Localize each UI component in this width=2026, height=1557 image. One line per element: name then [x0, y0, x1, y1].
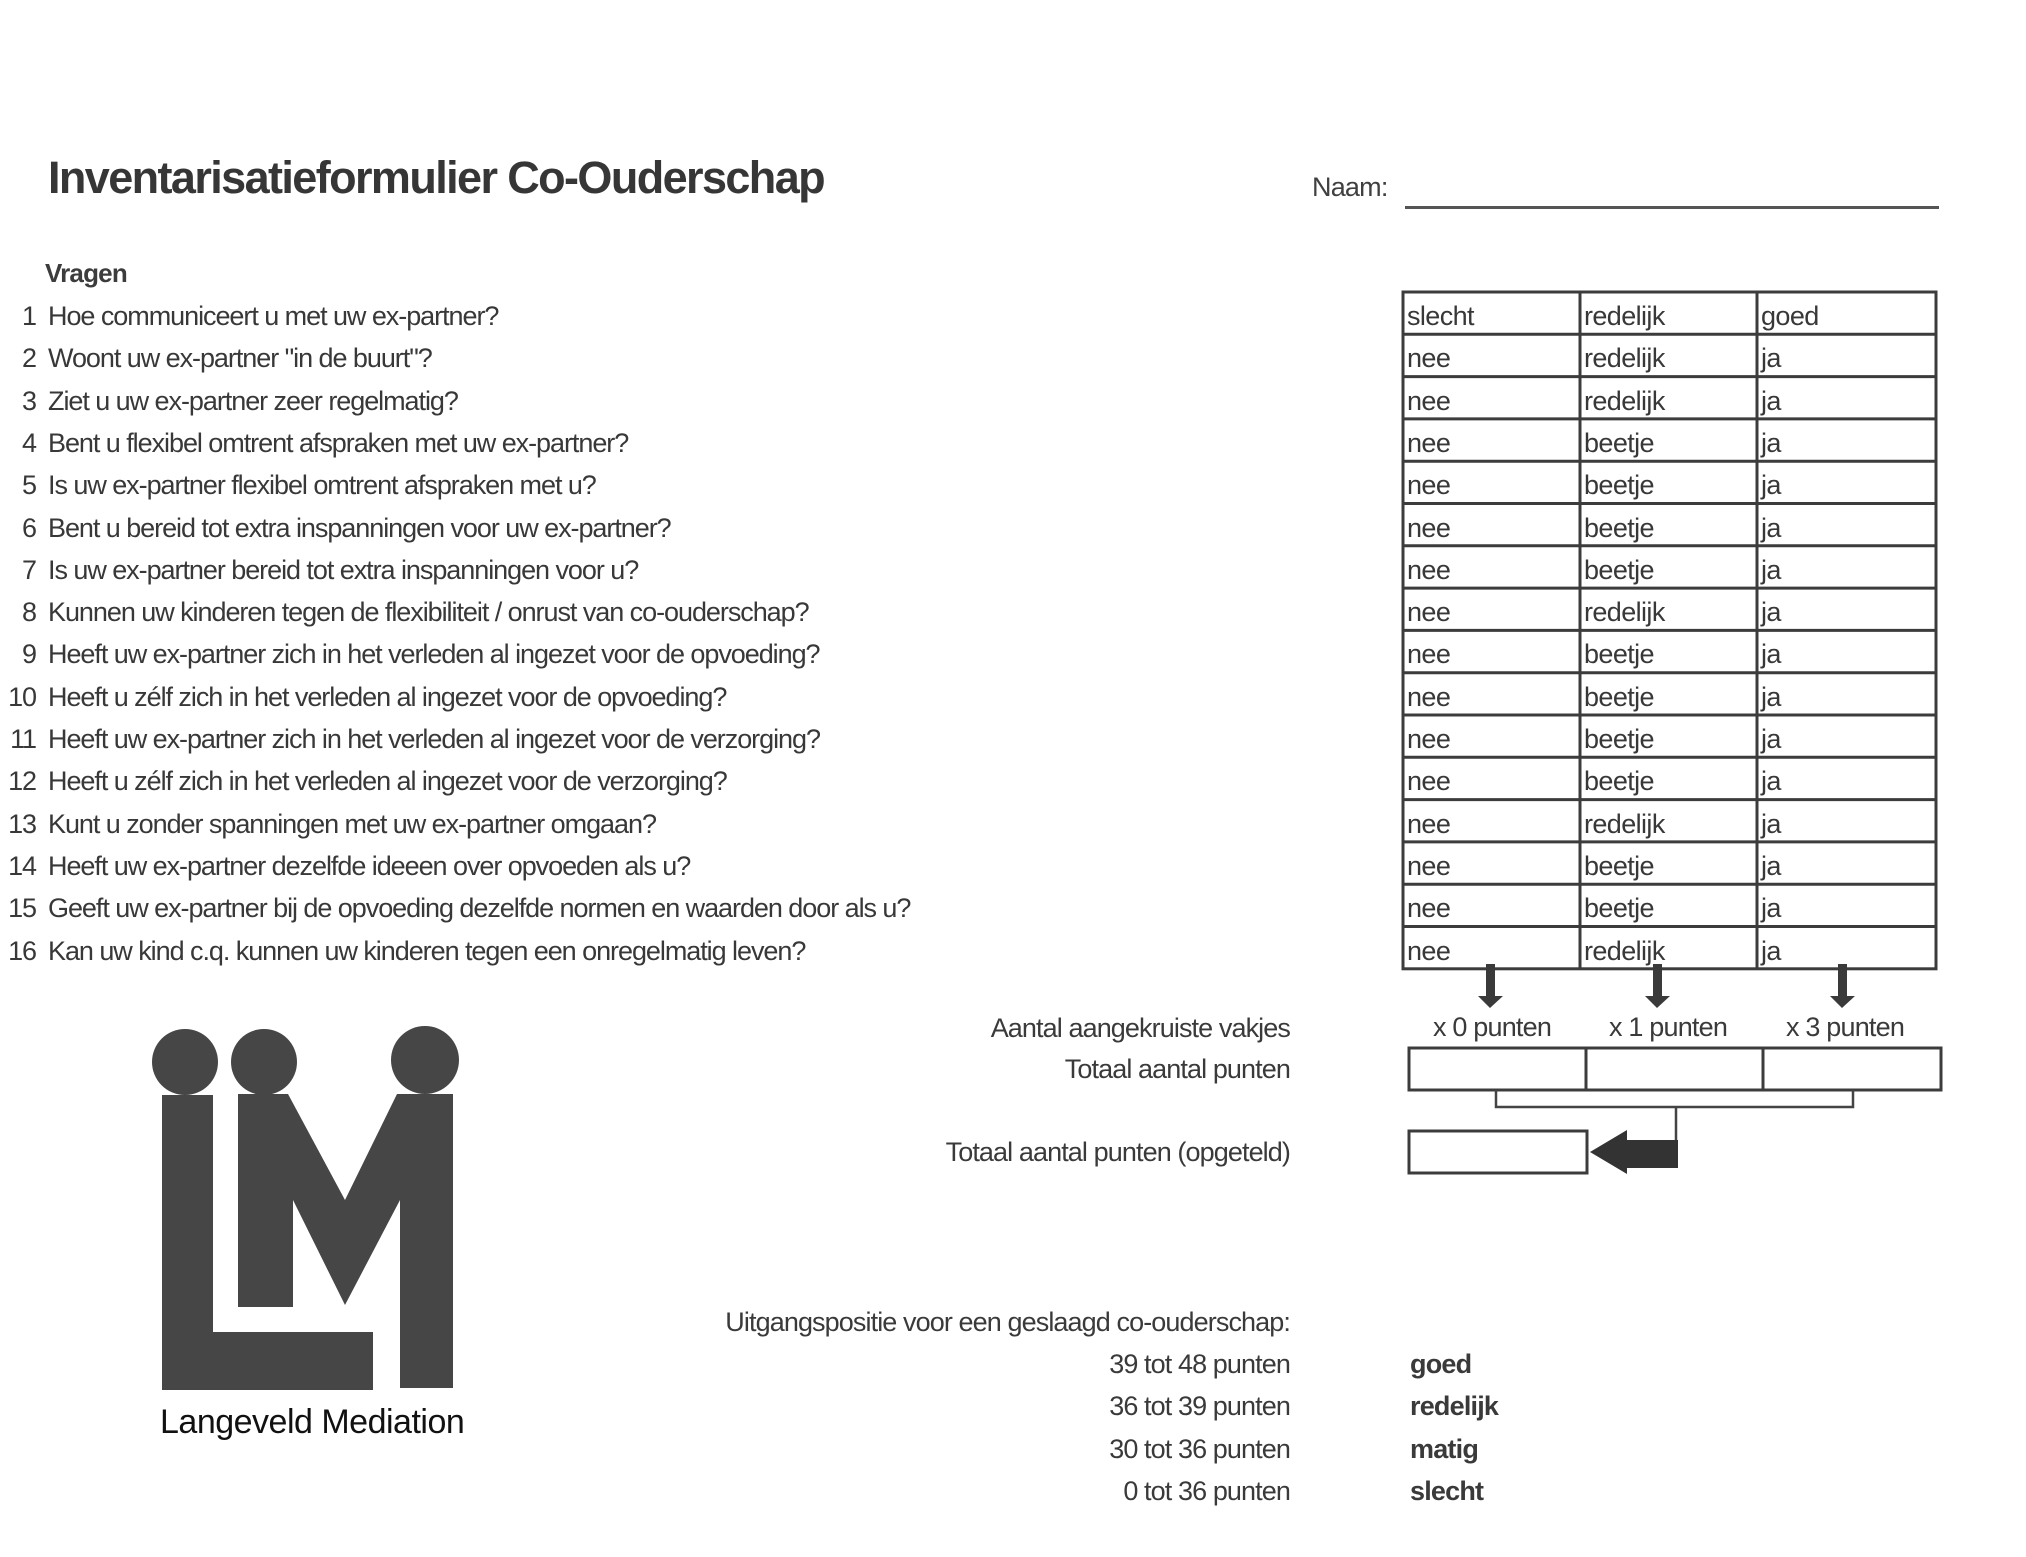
question-text: Hoe communiceert u met uw ex-partner?	[48, 301, 499, 331]
answer-cell[interactable]: beetje	[1584, 893, 1654, 924]
questions-heading: Vragen	[45, 258, 127, 288]
answer-cell[interactable]: ja	[1761, 512, 1781, 543]
question-number: 5	[22, 470, 36, 501]
question-text: Kan uw kind c.q. kunnen uw kinderen tegen een onregelmatig leven?	[48, 935, 806, 966]
answer-cell[interactable]: nee	[1407, 808, 1451, 839]
answer-cell[interactable]: redelijk	[1584, 343, 1665, 374]
answer-cell[interactable]: beetje	[1584, 681, 1654, 712]
question-number: 12	[8, 766, 36, 797]
question-number: 7	[22, 554, 36, 585]
answer-cell[interactable]: nee	[1407, 639, 1451, 670]
answer-cell[interactable]: nee	[1407, 850, 1451, 881]
answer-cell[interactable]: redelijk	[1584, 935, 1665, 966]
answer-cell[interactable]: beetje	[1584, 639, 1654, 670]
answer-cell[interactable]: beetje	[1584, 766, 1654, 797]
multiplier-3: x 3 punten	[1785, 1012, 1905, 1042]
multiplier-1: x 1 punten	[1608, 1012, 1728, 1042]
question-number: 11	[10, 724, 36, 754]
logo-head-3	[391, 1026, 459, 1094]
answer-cell[interactable]: ja	[1761, 681, 1781, 712]
question-text: Woont uw ex-partner "in de buurt"?	[48, 343, 432, 374]
answer-cell[interactable]: goed	[1761, 301, 1819, 331]
answer-cell[interactable]: beetje	[1584, 554, 1654, 585]
answer-cell[interactable]: redelijk	[1584, 385, 1665, 416]
answer-cell[interactable]: nee	[1407, 554, 1451, 585]
question-number: 8	[22, 597, 36, 628]
question-number: 3	[22, 385, 36, 416]
multiplier-0: x 0 punten	[1432, 1012, 1552, 1042]
answer-cell[interactable]: ja	[1761, 808, 1781, 839]
answer-cell[interactable]: ja	[1761, 343, 1781, 374]
outcome-rating: slecht	[1410, 1475, 1484, 1506]
question-text: Heeft u zélf zich in het verleden al ingezet voor de verzorging?	[48, 766, 727, 797]
outcome-rating: matig	[1410, 1433, 1479, 1464]
outcome-heading: Uitgangspositie voor een geslaagd co-ouderschap:	[725, 1307, 1290, 1337]
question-number: 9	[22, 639, 36, 670]
answer-cell[interactable]: ja	[1761, 935, 1781, 966]
left-arrow-icon	[1590, 1130, 1678, 1174]
question-number: 15	[8, 893, 36, 924]
answer-cell[interactable]: nee	[1407, 385, 1451, 416]
question-text: Is uw ex-partner bereid tot extra inspanningen voor u?	[48, 554, 639, 585]
question-text: Bent u flexibel omtrent afspraken met uw ex-partner?	[48, 427, 629, 458]
answer-cell[interactable]: nee	[1407, 893, 1451, 924]
logo-head-2	[231, 1029, 297, 1095]
answer-cell[interactable]: slecht	[1407, 301, 1474, 331]
total-input-0[interactable]	[1411, 1050, 1584, 1088]
answer-cell[interactable]: redelijk	[1584, 597, 1665, 628]
answer-cell[interactable]: nee	[1407, 597, 1451, 628]
answer-cell[interactable]: beetje	[1584, 512, 1654, 543]
total-input-3[interactable]	[1765, 1050, 1939, 1088]
answer-cell[interactable]: ja	[1761, 554, 1781, 585]
question-text: Heeft uw ex-partner zich in het verleden al ingezet voor de verzorging?	[48, 724, 820, 754]
question-number: 16	[8, 935, 36, 966]
outcome-range: 30 tot 36 punten	[1109, 1433, 1290, 1464]
outcome-range: 36 tot 39 punten	[1109, 1391, 1290, 1422]
outcome-rating: redelijk	[1410, 1391, 1499, 1422]
answer-cell[interactable]: nee	[1407, 766, 1451, 797]
answer-cell[interactable]: ja	[1761, 427, 1781, 458]
brand-name: Langeveld Mediation	[160, 1403, 465, 1441]
question-text: Ziet u uw ex-partner zeer regelmatig?	[48, 385, 458, 416]
question-text: Bent u bereid tot extra inspanningen voor uw ex-partner?	[48, 512, 671, 543]
question-number: 6	[22, 512, 36, 543]
outcome-range: 0 tot 36 punten	[1123, 1475, 1290, 1506]
total-input-1[interactable]	[1588, 1050, 1761, 1088]
question-number: 14	[8, 850, 36, 881]
sum-label: Totaal aantal punten (opgeteld)	[945, 1137, 1290, 1167]
question-text: Kunnen uw kinderen tegen de flexibiliteit / onrust van co-ouderschap?	[48, 597, 809, 628]
count-label: Aantal aangekruiste vakjes	[990, 1013, 1290, 1043]
answer-cell[interactable]: nee	[1407, 512, 1451, 543]
answer-cell[interactable]: ja	[1761, 470, 1781, 501]
outcome-range: 39 tot 48 punten	[1109, 1349, 1290, 1379]
answer-cell[interactable]: redelijk	[1584, 301, 1665, 331]
question-number: 4	[22, 427, 36, 458]
page-title: Inventarisatieformulier Co-Ouderschap	[48, 152, 825, 203]
answer-cell[interactable]: redelijk	[1584, 808, 1665, 839]
answer-cell[interactable]: ja	[1761, 850, 1781, 881]
answer-cell[interactable]: nee	[1407, 427, 1451, 458]
question-text: Heeft u zélf zich in het verleden al ingezet voor de opvoeding?	[48, 681, 727, 712]
answer-cell[interactable]: ja	[1761, 893, 1781, 924]
question-text: Heeft uw ex-partner zich in het verleden al ingezet voor de opvoeding?	[48, 639, 820, 670]
sum-input[interactable]	[1411, 1133, 1585, 1171]
logo-lm	[152, 1026, 459, 1390]
answer-cell[interactable]: nee	[1407, 681, 1451, 712]
answer-cell[interactable]: ja	[1761, 639, 1781, 670]
answer-cell[interactable]: ja	[1761, 766, 1781, 797]
question-text: Heeft uw ex-partner dezelfde ideeen over opvoeden als u?	[48, 850, 691, 881]
answer-cell[interactable]: ja	[1761, 385, 1781, 416]
question-number: 10	[8, 681, 36, 712]
answer-cell[interactable]: nee	[1407, 724, 1451, 754]
answer-cell[interactable]: beetje	[1584, 470, 1654, 501]
question-number: 13	[8, 808, 36, 839]
answer-cell[interactable]: ja	[1761, 724, 1781, 754]
answer-cell[interactable]: beetje	[1584, 427, 1654, 458]
question-number: 1	[22, 301, 36, 331]
answer-cell[interactable]: nee	[1407, 935, 1451, 966]
logo-head-1	[152, 1029, 218, 1095]
answer-cell[interactable]: nee	[1407, 343, 1451, 374]
answer-cell[interactable]: nee	[1407, 470, 1451, 501]
answer-cell[interactable]: beetje	[1584, 724, 1654, 754]
question-text: Is uw ex-partner flexibel omtrent afspraken met u?	[48, 470, 596, 501]
outcome-rating: goed	[1410, 1349, 1472, 1379]
total-label: Totaal aantal punten	[1064, 1054, 1290, 1084]
answer-cell[interactable]: ja	[1761, 597, 1781, 628]
name-label: Naam:	[1312, 172, 1388, 202]
question-text: Kunt u zonder spanningen met uw ex-partner omgaan?	[48, 808, 656, 839]
question-number: 2	[22, 343, 36, 374]
answer-cell[interactable]: beetje	[1584, 850, 1654, 881]
question-text: Geeft uw ex-partner bij de opvoeding dezelfde normen en waarden door als u?	[48, 893, 911, 924]
